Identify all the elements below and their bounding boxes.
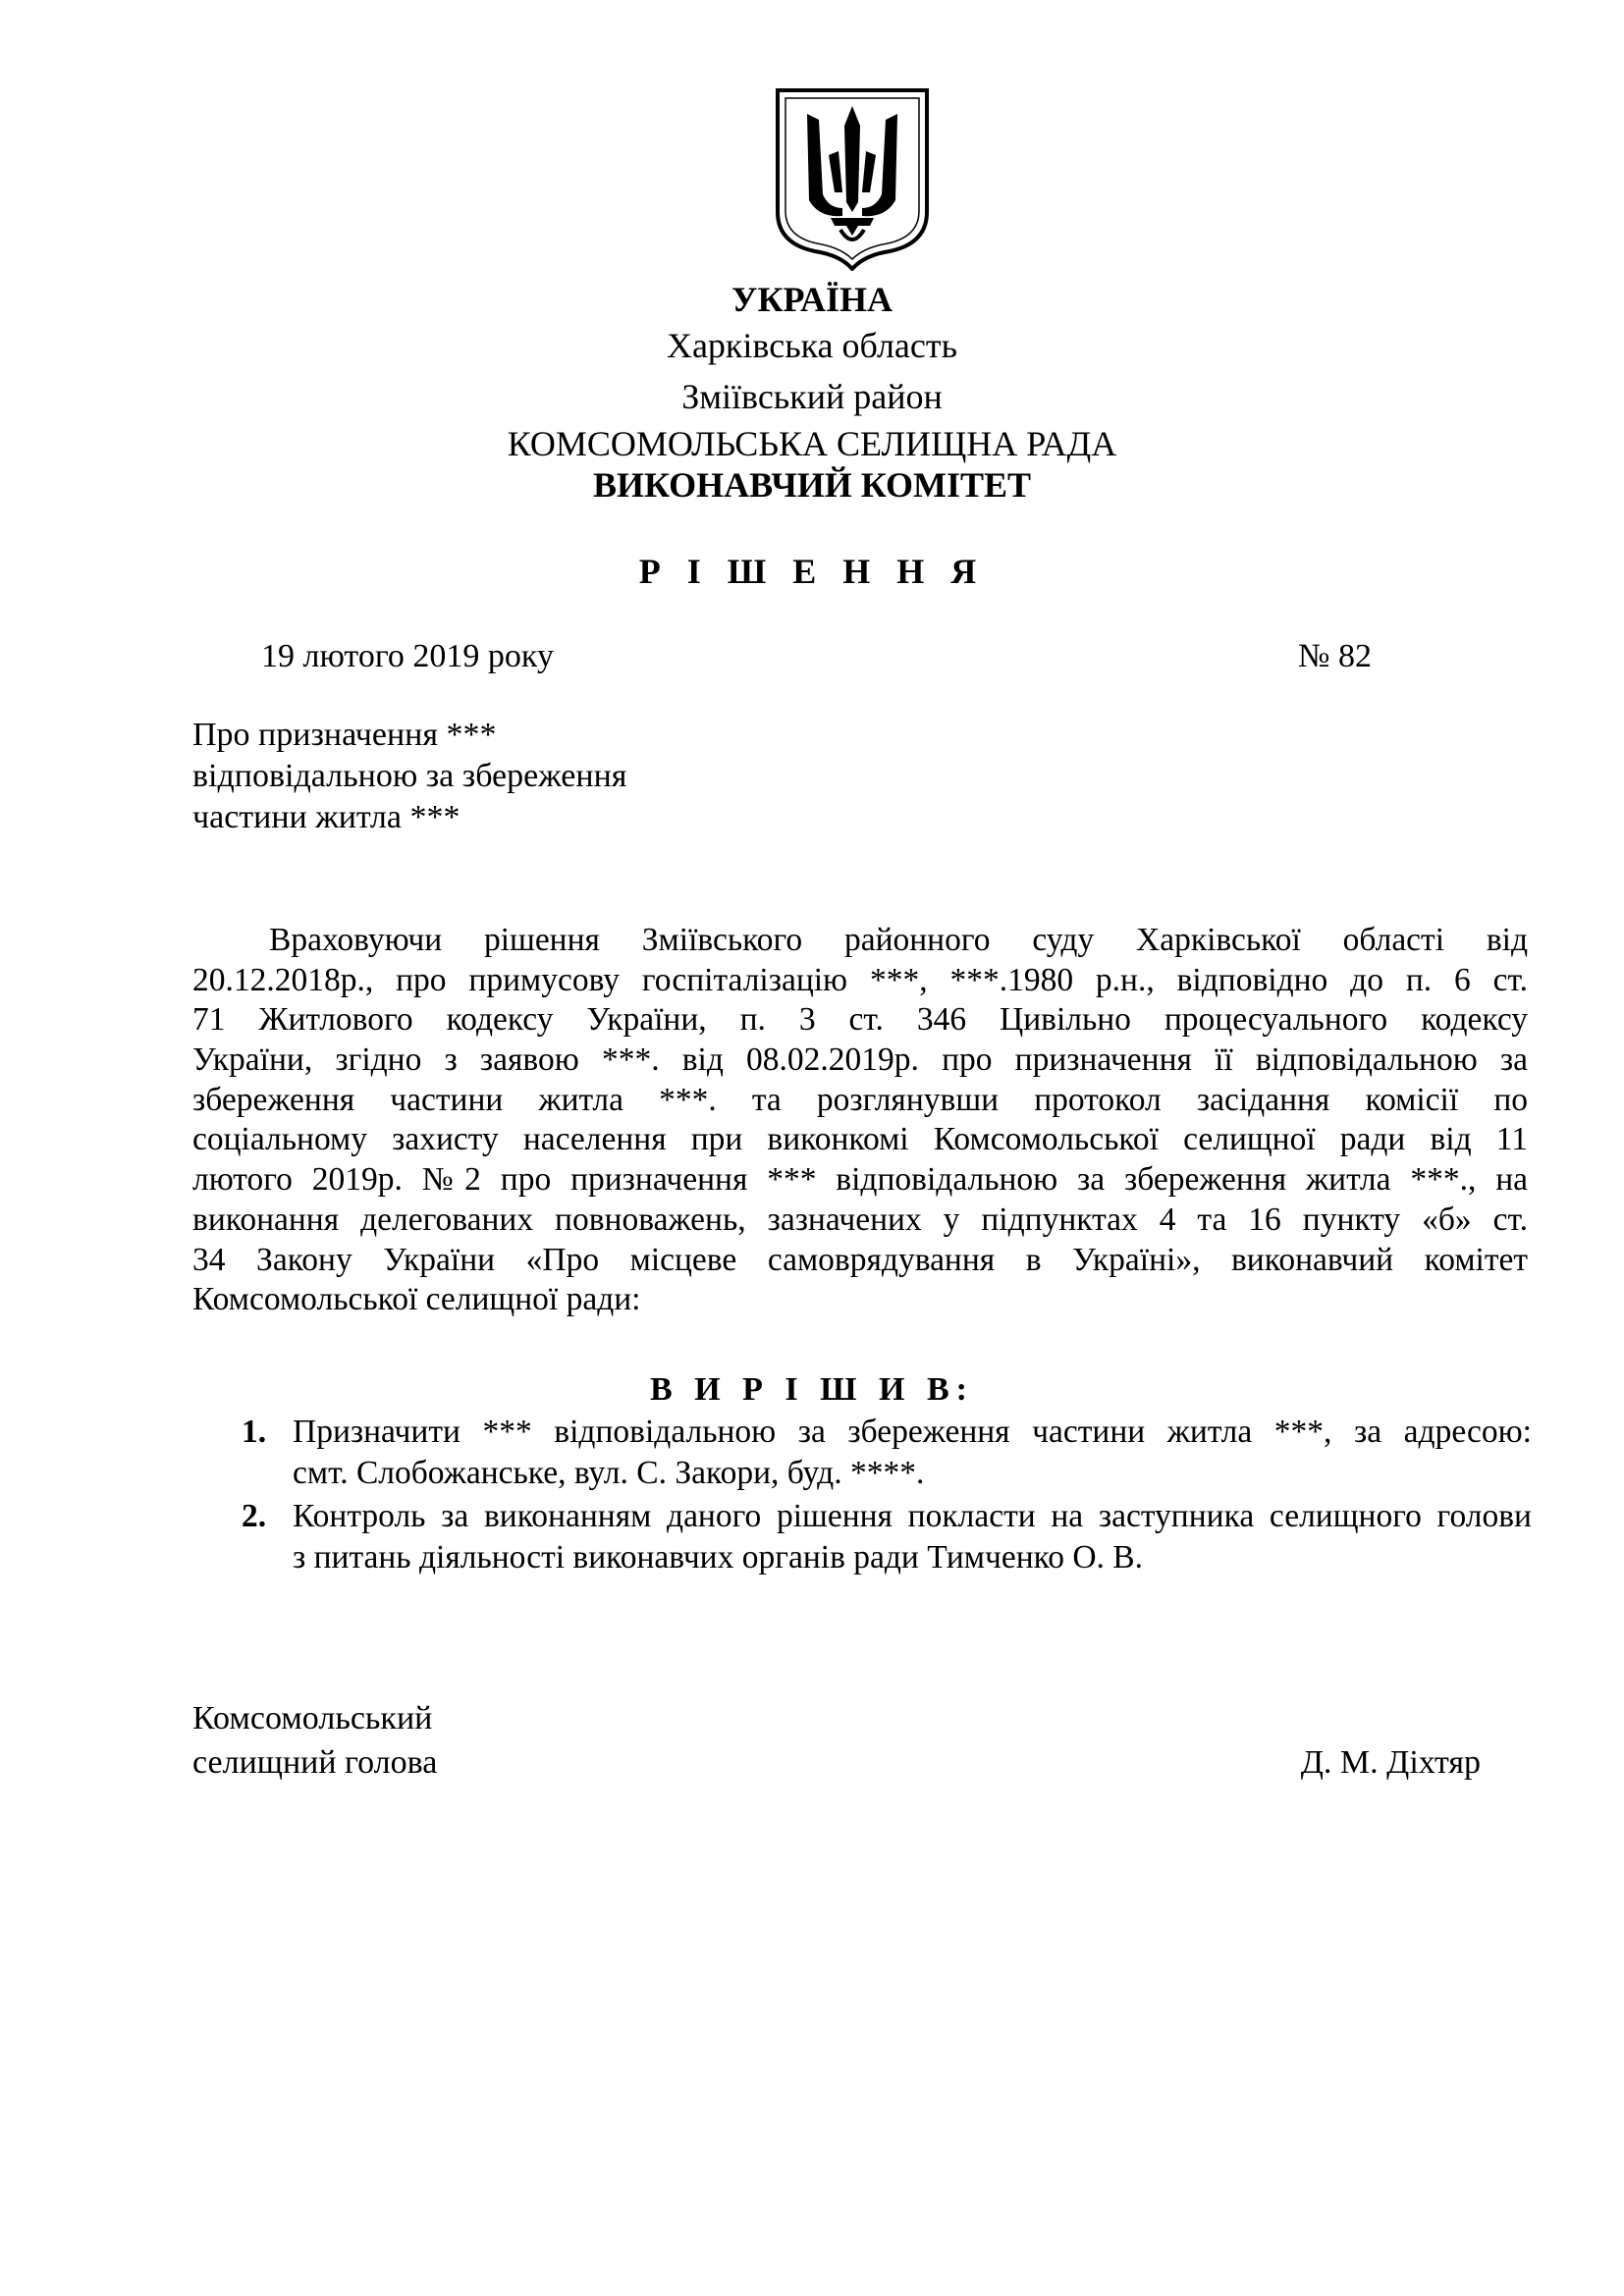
document-subject xyxy=(192,715,626,838)
trident-coat-of-arms-icon xyxy=(774,86,931,271)
preamble-line: соціальному захисту населення при виконкомі Комсомольської селищної ради від 11 xyxy=(192,1121,1528,1158)
item-number: 2. xyxy=(242,1498,267,1534)
preamble-paragraph xyxy=(192,921,1528,1320)
preamble-line: 34 Закону України «Про місцеве самоврядування в Україні», виконавчий комітет xyxy=(192,1241,1528,1278)
subject-line: відповідальною за збереження xyxy=(192,758,627,794)
preamble-line: збереження частини житла ***. та розглянувши протокол засідання комісії по xyxy=(192,1081,1528,1118)
council-name: КОМСОМОЛЬСЬКА СЕЛИЩНА РАДА xyxy=(507,424,1117,463)
preamble-line: 20.12.2018р., про примусову госпіталізацію ***, ***.1980 р.н., відповідно до п. 6 ст. xyxy=(192,961,1528,998)
document-number: № 82 xyxy=(1298,638,1372,674)
preamble-line: України, згідно з заявою ***. від 08.02.2019р. про призначення її відповідальною за xyxy=(192,1041,1528,1079)
signatory-name: Д. М. Діхтяр xyxy=(1300,1744,1481,1781)
subject-line: частини житла *** xyxy=(192,799,460,835)
region-name: Харківська область xyxy=(666,326,958,365)
item-number: 1. xyxy=(242,1414,267,1450)
district-name: Зміївський район xyxy=(681,377,943,416)
signatory-title-line: селищний голова xyxy=(192,1744,438,1781)
preamble-line: виконання делегованих повноважень, зазначених у підпунктах 4 та 16 пункту «б» ст. xyxy=(192,1201,1528,1238)
item-line: з питань діяльності виконавчих органів ради Тимченко О. В. xyxy=(293,1539,1143,1575)
preamble-line: лютого 2019р. №2 про призначення *** відповідальною за збереження житла ***., на xyxy=(192,1161,1528,1199)
item-line: Контроль за виконанням даного рішення покласти на заступника селищного голови xyxy=(293,1498,1532,1534)
document-date: 19 лютого 2019 року xyxy=(261,638,554,674)
subject-line: Про призначення *** xyxy=(192,717,497,753)
resolution-heading: В И Р І Ш И В: xyxy=(650,1371,974,1408)
document-type-title: Р І Ш Е Н Н Я xyxy=(638,552,986,591)
signatory-title-line: Комсомольський xyxy=(192,1700,433,1736)
committee-name: ВИКОНАВЧИЙ КОМІТЕТ xyxy=(592,465,1032,505)
item-line: смт. Слобожанське, вул. С. Закори, буд. ****. xyxy=(293,1455,925,1491)
preamble-line: Комсомольської селищної ради: xyxy=(192,1281,641,1318)
country-name: УКРАЇНА xyxy=(731,280,893,319)
preamble-line: 71 Житлового кодексу України, п. 3 ст. 346 Цивільно процесуального кодексу xyxy=(192,1001,1528,1039)
item-line: Призначити *** відповідальною за збереження частини житла ***, за адресою: xyxy=(293,1414,1532,1450)
signatory-title xyxy=(192,1696,437,1785)
preamble-line: Враховуючи рішення Зміївського районного суду Харківської області від xyxy=(269,922,1528,958)
